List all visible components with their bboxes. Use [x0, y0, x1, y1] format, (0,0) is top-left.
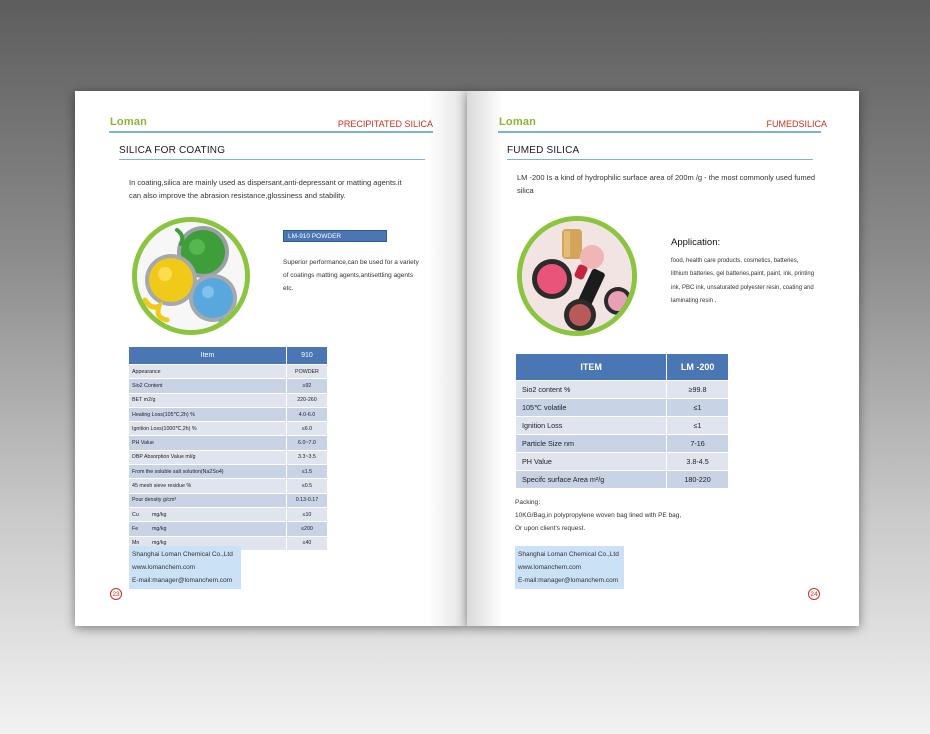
table-row: [129, 493, 328, 507]
left-page: [75, 91, 467, 626]
table-row: [516, 381, 729, 399]
website-link[interactable]: www.lomanchem.com: [132, 564, 196, 571]
product-label: LM-910 POWDER: [283, 230, 387, 242]
table-header-item: Item: [129, 347, 287, 365]
packing-info: [515, 496, 681, 535]
packing-line: 10KG/Bag,in polypropylene woven bag lined with PE bag,: [515, 512, 682, 519]
table-row: [516, 399, 729, 417]
cosmetics-image: [517, 216, 637, 336]
row-value: 220-260: [286, 393, 327, 407]
header-rule: [498, 131, 821, 133]
row-label: Ignition Loss: [516, 417, 667, 435]
row-label: From the soluble salt solution(Na2So4): [129, 465, 287, 479]
table-row: [129, 450, 328, 464]
page-number: 23: [110, 588, 122, 600]
row-value: ≤10: [286, 507, 327, 521]
logo: Loman: [499, 116, 537, 128]
company-name: Shanghai Loman Chemical Co.,Ltd: [132, 551, 233, 558]
section-rule: [507, 159, 813, 160]
table-row: [129, 407, 328, 421]
table-header-grade: 910: [286, 347, 327, 365]
row-value: 4.0-6.0: [286, 407, 327, 421]
table-row: [129, 465, 328, 479]
row-value: 3.3~3.5: [286, 450, 327, 464]
paint-cans-illustration: [137, 222, 245, 330]
row-label: Sio2 Content: [129, 379, 287, 393]
right-page: [467, 91, 859, 626]
application-text: food, health care products, cosmetics, batteries, lithium batteries, gel batteries,paint, paint, ink, printing ink, PBC ink, unsaturated polyester resin, coating and laminating resin ,: [671, 258, 815, 305]
table-row: [516, 417, 729, 435]
table-row: [516, 435, 729, 453]
table-row: [129, 422, 328, 436]
row-label: BET m2/g: [129, 393, 287, 407]
packing-line: Or upon client's request.: [515, 525, 586, 532]
row-value: ≤1: [667, 399, 729, 417]
table-row: [129, 365, 328, 379]
table-header-grade: LM -200: [667, 354, 729, 381]
email-link[interactable]: E-mail:manager@lomanchem.com: [518, 577, 619, 584]
logo: Loman: [110, 116, 148, 128]
row-label: Specifc surface Area m²/g: [516, 471, 667, 489]
row-label: Appearance: [129, 365, 287, 379]
table-row: [129, 393, 328, 407]
table-row: [516, 453, 729, 471]
page-number: 24: [808, 588, 820, 600]
metal-name: Mn: [132, 540, 140, 547]
row-label: Ignition Loss(1000℃,2h) %: [129, 422, 287, 436]
product-description: Superior performance,can be used for a variety of coatings matting agents,antisettling agents etc.: [283, 259, 419, 292]
table-header-item: ITEM: [516, 354, 667, 381]
unit-label: mg/kg: [152, 511, 167, 518]
row-value: 0.13-0.17: [286, 493, 327, 507]
section-title: FUMED SILICA: [507, 145, 580, 156]
table-row: [129, 507, 328, 521]
row-value: ≤1: [667, 417, 729, 435]
row-label: Particle Size nm: [516, 435, 667, 453]
unit-label: mg/kg: [152, 540, 167, 547]
unit-label: mg/kg: [152, 525, 167, 532]
spec-table: [128, 346, 328, 551]
intro-text: In coating,silica are mainly used as dispersant,anti-depressant or matting agents.it can also improve the abrasion resistance,glossiness and stability.: [129, 178, 402, 200]
row-value: ≤40: [286, 536, 327, 550]
company-name: Shanghai Loman Chemical Co.,Ltd: [518, 551, 619, 558]
metal-name: Cu: [132, 511, 139, 518]
contact-box: [515, 546, 624, 589]
row-value: ≥99.8: [667, 381, 729, 399]
table-row: [129, 479, 328, 493]
table-row: [129, 379, 328, 393]
row-value: ≤200: [286, 522, 327, 536]
row-value: 7-16: [667, 435, 729, 453]
row-value: ≥92: [286, 379, 327, 393]
section-title: SILICA FOR COATING: [119, 145, 226, 156]
cosmetics-illustration: [522, 221, 632, 331]
spec-table: [515, 353, 729, 489]
row-value: ≤1.5: [286, 465, 327, 479]
row-label: Sio2 content %: [516, 381, 667, 399]
contact-box: [129, 546, 241, 589]
intro-text: LM -200 Is a kind of hydrophilic surface area of 200m /g - the most commonly used fumed silica: [517, 173, 816, 195]
email-link[interactable]: E-mail:manager@lomanchem.com: [132, 577, 233, 584]
row-value: ≤6.0: [286, 422, 327, 436]
row-label: 105℃ volatile: [516, 399, 667, 417]
packing-title: Packing：: [515, 499, 545, 506]
row-value: 3.8-4.5: [667, 453, 729, 471]
row-label: Heating Loss(105℃,2h) %: [129, 407, 287, 421]
row-label: 45 mesh sieve residue %: [129, 479, 287, 493]
header-category: PRECIPITATED SILICA: [337, 119, 433, 129]
table-row: [129, 522, 328, 536]
header-rule: [109, 131, 433, 133]
row-label: [129, 507, 287, 521]
row-value: POWDER: [286, 365, 327, 379]
metal-name: Fe: [132, 525, 139, 532]
row-label: Pour density g/cm³: [129, 493, 287, 507]
row-value: ≤0.5: [286, 479, 327, 493]
website-link[interactable]: www.lomanchem.com: [518, 564, 582, 571]
application-title: Application:: [671, 237, 721, 248]
header-category: FUMEDSILICA: [766, 119, 827, 129]
row-value: 180-220: [667, 471, 729, 489]
paint-cans-image: [132, 217, 250, 335]
row-label: PH Value: [129, 436, 287, 450]
table-row: [516, 471, 729, 489]
row-label: PH Value: [516, 453, 667, 471]
row-label: [129, 522, 287, 536]
section-rule: [119, 159, 425, 160]
table-row: [129, 436, 328, 450]
row-label: DBP Absorption Value ml/g: [129, 450, 287, 464]
row-value: 6.0~7.0: [286, 436, 327, 450]
